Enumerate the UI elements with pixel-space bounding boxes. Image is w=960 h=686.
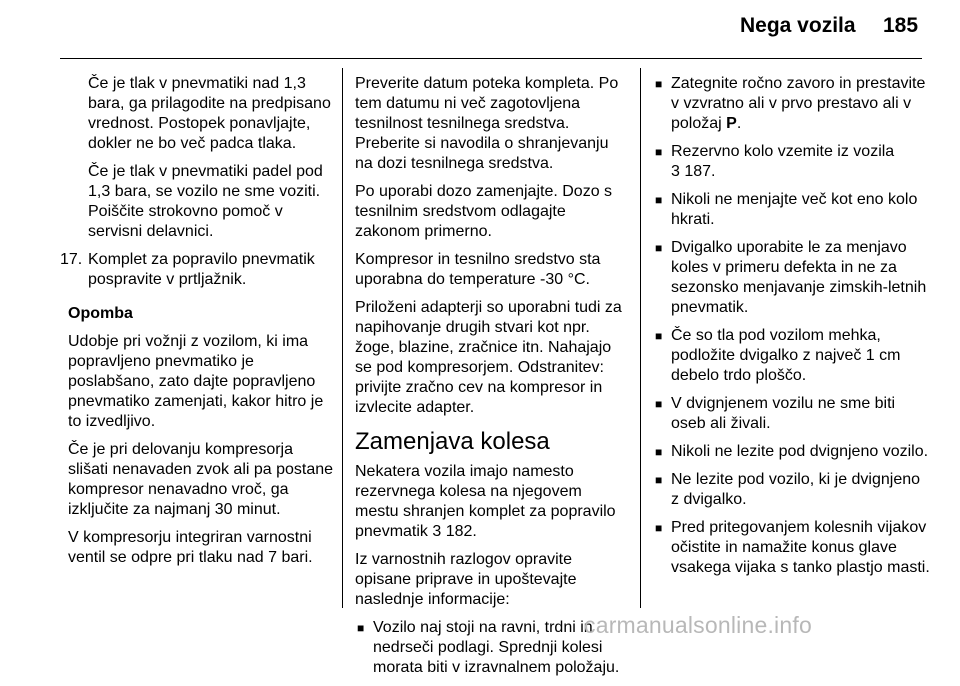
bullet-text: Ne lezite pod vozilo, ki je dvignjeno z dvigalko. <box>671 471 921 508</box>
bullet-text: Če so tla pod vozilom mehka, podložite dvigalko z največ 1 cm debelo trdo ploščo. <box>671 327 901 384</box>
paragraph: Iz varnostnih razlogov opravite opisane priprave in upoštevajte naslednje informacije: <box>355 551 577 608</box>
note-title: Opomba <box>68 305 133 322</box>
page-reference-link[interactable]: 3 182. <box>432 523 477 540</box>
paragraph: Preverite datum poteka kompleta. Po tem datumu ni več zagotovljena tesnilnost tesnilnega sredstva. Preberite si navodila o shranjevanju na dozi tesnilnega sredstva. <box>355 75 619 172</box>
paragraph-text: Nekatera vozila imajo namesto rezervnega kolesa na njegovem mestu shranjen komplet za popravilo pnevmatik <box>355 463 616 540</box>
bullet-square-icon: ■ <box>655 521 663 535</box>
bullet-item <box>655 442 930 462</box>
column-middle <box>355 74 627 686</box>
bullet-text <box>671 74 930 134</box>
bullet-text: Nikoli ne lezite pod dvignjeno vozilo. <box>671 443 929 460</box>
paragraph: Po uporabi dozo zamenjajte. Dozo s tesnilnim sredstvom odlagajte zakonom primerno. <box>355 183 613 240</box>
bullet-square-icon: ■ <box>655 145 663 159</box>
column-right <box>655 74 930 586</box>
bullet-item <box>655 518 930 578</box>
bullet-item <box>655 74 930 134</box>
paragraph: Priloženi adapterji so uporabni tudi za napihovanje drugih stvari kot npr. žoge, blazine, zračnice itn. Nahajajo se pod kompresorjem. Odstranitev: privijte zračno cev na kompresor in izvlecite adapter. <box>355 299 622 416</box>
bullet-square-icon: ■ <box>655 241 663 255</box>
section-title: Nega vozila <box>740 14 856 37</box>
gear-position-p: P <box>726 115 737 132</box>
bullet-text: Nikoli ne menjajte več kot eno kolo hkrati. <box>671 191 918 228</box>
watermark: carmanualsonline.info <box>584 612 812 638</box>
column-left <box>60 74 335 576</box>
bullet-item <box>655 326 930 386</box>
bullet-square-icon: ■ <box>655 329 663 343</box>
bullet-text: Dvigalko uporabite le za menjavo koles v primeru defekta in ne za sezonsko menjavanje zimskih-letnih pnevmatik. <box>671 239 927 316</box>
page-number: 185 <box>883 14 919 37</box>
header-rule <box>60 58 922 59</box>
column-divider <box>640 68 641 608</box>
page-reference-link[interactable]: 3 187. <box>671 163 716 180</box>
bullet-square-icon: ■ <box>655 193 663 207</box>
step-number: 17. <box>60 251 83 268</box>
bullet-square-icon: ■ <box>357 621 365 635</box>
bullet-item <box>655 142 930 182</box>
step-17 <box>60 250 335 290</box>
paragraph: Če je tlak v pnevmatiki padel pod 1,3 bara, se vozilo ne sme voziti. Poiščite strokovno pomoč v servisni delavnici. <box>88 163 323 240</box>
bullet-text-part: Rezervno kolo vzemite iz vozila <box>671 143 895 160</box>
note-paragraph: Če je pri delovanju kompresorja slišati nenavaden zvok ali pa postane kompresor nenavadno vroč, ga izključite za najmanj 30 minut. <box>68 441 334 518</box>
paragraph: Kompresor in tesnilno sredstvo sta uporabna do temperature -30 °C. <box>355 251 601 288</box>
bullet-square-icon: ■ <box>655 397 663 411</box>
bullet-text-part: Zategnite ročno zavoro in prestavite v vzvratno ali v prvo prestavo ali v položaj <box>671 75 926 132</box>
paragraph: Če je tlak v pnevmatiki nad 1,3 bara, ga prilagodite na predpisano vrednost. Postopek ponavljajte, dokler ne bo več padca tlaka. <box>88 75 331 152</box>
note-paragraph: Udobje pri vožnji z vozilom, ki ima popravljeno pnevmatiko je poslabšano, zato dajte popravljeno pnevmatiko zamenjati, kakor hitro je to izvedljivo. <box>68 333 324 430</box>
bullet-item <box>655 190 930 230</box>
bullet-text: V dvignjenem vozilu ne sme biti oseb ali živali. <box>671 395 896 432</box>
step-text: Komplet za popravilo pnevmatik pospravite v prtljažnik. <box>88 251 315 288</box>
section-heading: Zamenjava kolesa <box>355 428 550 455</box>
bullet-text <box>671 142 894 182</box>
bullet-item <box>655 470 930 510</box>
column-divider <box>342 68 343 608</box>
bullet-square-icon: ■ <box>655 473 663 487</box>
paragraph <box>355 462 627 542</box>
bullet-text-end: . <box>736 115 742 132</box>
note-paragraph: V kompresorju integriran varnostni ventil se odpre pri tlaku nad 7 bari. <box>68 529 313 566</box>
bullet-item <box>655 238 930 318</box>
bullet-square-icon: ■ <box>655 77 663 91</box>
note-box <box>60 304 335 568</box>
bullet-text: Vozilo naj stoji na ravni, trdni in nedrseči podlagi. Sprednji kolesi morata biti v izravnalnem položaju. <box>373 619 620 676</box>
bullet-item <box>655 394 930 434</box>
bullet-text: Pred pritegovanjem kolesnih vijakov očistite in namažite konus glave vsakega vijaka s tanko plastjo masti. <box>671 519 930 576</box>
bullet-square-icon: ■ <box>655 445 663 459</box>
